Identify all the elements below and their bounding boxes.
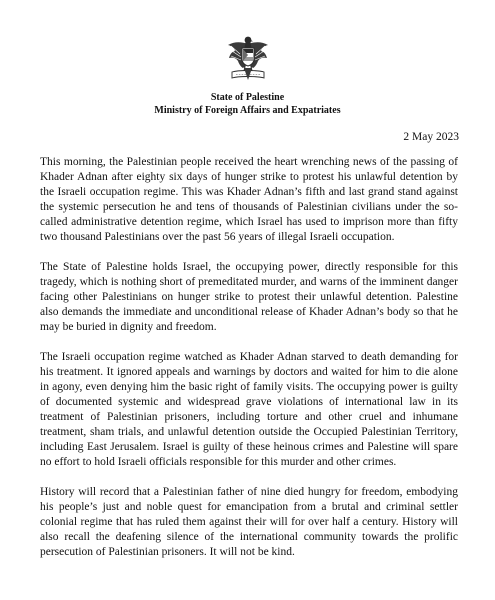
statement-body	[40, 155, 458, 575]
paragraph-3: The Israeli occupation regime watched as Khader Adnan starved to death demanding for his treatment. It ignored appeals and warnings by doctors and waited for him to die alone in agony, even denying him the basic right of family visits. The occupying power is guilty of documented systemic and widespread grave violations of international law in its treatment of Palestinian prisoners, including torture and other cruel and inhumane treatment, sham trials, and unlawful detention outside the Occupied Palestinian Territory, including East Jerusalem. Israel is guilty of these heinous crimes and Palestine will spare no effort to hold Israeli officials responsible for this murder and other crimes.	[40, 351, 458, 468]
paragraph-4: History will record that a Palestinian father of nine died hungry for freedom, embodying his people’s just and noble quest for emancipation from a brutal and criminal settler colonial regime that has ruled them against their will for over half a century. History will also recall the deafening silence of the international community towards the prolific persecution of Palestinian prisoners. It will not be kind.	[40, 486, 458, 558]
palestine-eagle-emblem	[226, 34, 270, 86]
document-date: 2 May 2023	[403, 131, 459, 143]
state-name: State of Palestine	[210, 92, 285, 103]
paragraph-2: The State of Palestine holds Israel, the occupying power, directly responsible for this tragedy, which is nothing short of premeditated murder, and warns of the imminent danger facing other Palestinians on hunger strike to protest their unlawful detention. Palestine also demands the immediate and unconditional release of Khader Adnan’s body so that he may be buried in dignity and freedom.	[40, 261, 458, 333]
eagle-icon	[226, 34, 270, 86]
paragraph-1: This morning, the Palestinian people received the heart wrenching news of the passing of Khader Adnan after eighty six days of hunger strike to protest his unlawful detention by the Israeli occupation regime. This was Khader Adnan’s fifth and last grand stand against the systemic persecution he and tens of thousands of Palestinian civilians under the so-called administrative detention regime, which Israel has used to imprison more than fifty two thousand Palestinians over the past 56 years of illegal Israeli occupation.	[40, 156, 458, 243]
ministry-name: Ministry of Foreign Affairs and Expatriates	[154, 105, 341, 116]
letterhead	[0, 91, 495, 117]
